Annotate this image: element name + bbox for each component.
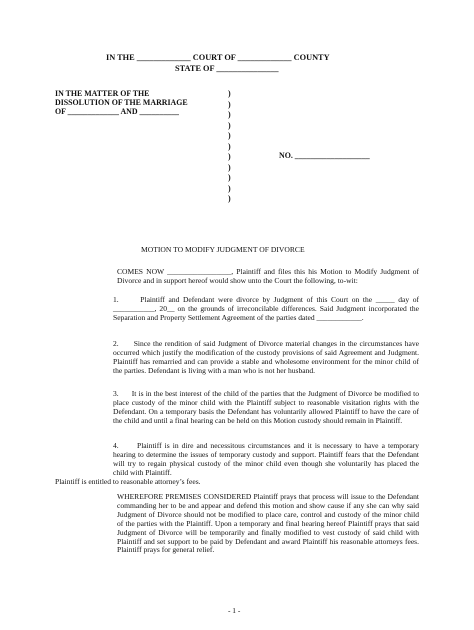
caption-paren: ) (228, 120, 231, 130)
caption-line-2: DISSOLUTION OF THE MARRIAGE (55, 98, 188, 107)
page-number: - 1 - (228, 606, 241, 615)
numbered-paragraph-1 (55, 296, 419, 323)
intro-paragraph (55, 268, 419, 286)
paragraph-number: 2. (113, 339, 119, 348)
intro-text: COMES NOW _________________, Plaintiff and files this his Motion to Modify Judgment of Divorce and in support hereof would show unto the Court the following, to-wit: (117, 267, 419, 285)
caption-paren: ) (228, 173, 231, 182)
state-header-line: STATE OF _______________ (175, 64, 279, 73)
caption-parenthesis-column (228, 89, 231, 205)
caption-line-3: OF _____________ AND __________ (55, 107, 179, 116)
caption-paren: ) (228, 141, 231, 151)
caption-line-1: IN THE MATTER OF THE (55, 89, 150, 98)
paragraph-text: Plaintiff and Defendant were divorce by Judgment of this Court on the _____ day of ___________, 20__ on the grounds of irreconcilable differences. Said Judgment incorporated the Separation and Property Settlement Agreement of the parties dated ____________. (113, 295, 419, 322)
wherefore-text: WHEREFORE PREMISES CONSIDERED Plaintiff prays that process will issue to the Defendant commanding her to be and appear and defend this motion and show cause if any she can why said Judgment of Divorce should not be modified to place care, control and custody of the minor child of the parties with the Plaintiff. Upon a temporary and final hearing hereof Plaintiff prays that said Judgment of Divorce will be temporarily and finally modified to vest custody of said child with Plaintiff and set support to be paid by Defendant and award Plaintiff his reasonable attorneys fees. Plaintiff prays for general relief. (117, 492, 419, 555)
paragraph-text: Plaintiff is in dire and necessitous circumstances and it is necessary to have a temporary hearing to determine the issues of temporary custody and support. Plaintiff fears that the Defendant will try to regain physical custody of the minor child even though she voluntarily has placed the child with Plaintiff. (113, 441, 419, 477)
document-title: MOTION TO MODIFY JUDGMENT OF DIVORCE (141, 245, 305, 254)
caption-paren: ) (228, 131, 231, 140)
caption-paren: ) (228, 89, 231, 98)
caption-paren: ) (228, 110, 231, 119)
case-number-label: NO. ___________________ (279, 151, 370, 160)
numbered-paragraph-3 (55, 390, 419, 426)
caption-paren: ) (228, 99, 231, 109)
paragraph-text: Since the rendition of said Judgment of Divorce material changes in the circumstances have occurred which justify the modification of the custody provisions of said Agreement and Judgment. Plaintiff has remarried and can provide a stable and wholesome environment for the minor child of the parties. Defendant is living with a man who is not her husband. (113, 339, 419, 375)
paragraph-number: 4. (113, 441, 119, 450)
wherefore-paragraph (55, 493, 419, 555)
caption-paren: ) (228, 152, 231, 161)
caption-paren: ) (228, 162, 231, 172)
paragraph-number: 1. (113, 295, 119, 304)
court-header-line: IN THE _____________ COURT OF _____________ COUNTY (106, 53, 330, 62)
paragraph-number: 3. (113, 389, 119, 398)
attorney-fees-line: Plaintiff is entitled to reasonable attorney’s fees. (55, 476, 201, 486)
numbered-paragraph-4 (55, 442, 419, 487)
caption-paren: ) (228, 194, 231, 203)
caption-paren: ) (228, 183, 231, 193)
numbered-paragraph-2 (55, 340, 419, 376)
paragraph-text: It is in the best interest of the child of the parties that the Judgment of Divorce be modified to place custody of the minor child with the Plaintiff subject to reasonable visitation rights with the Defendant. On a temporary basis the Defendant has voluntarily allowed Plaintiff to have the care of the child and until a final hearing can be held on this Motion custody should remain in Plaintiff. (113, 389, 419, 425)
